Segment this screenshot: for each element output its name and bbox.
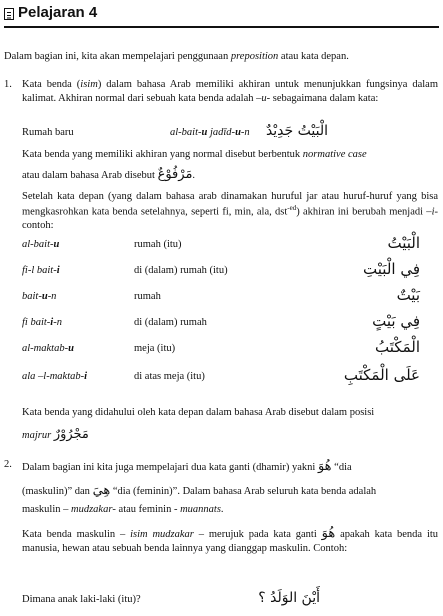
intro-paragraph: Dalam bagian ini, kita akan mempelajari penggunaan preposition atau kata depan.	[4, 51, 349, 62]
row-arabic: الْمَكْتَبُ	[375, 338, 420, 356]
section-1-para-5-term: majrur مَجْرُوْرٌ	[22, 427, 89, 442]
example-row-1	[22, 234, 438, 256]
example-label: Dimana anak laki-laki (itu)?	[22, 594, 141, 605]
row-transliteration: ala –l-maktab-i	[22, 371, 88, 382]
intro-term: preposition	[230, 51, 279, 62]
row-meaning: meja (itu)	[134, 343, 176, 354]
section-2-para-1: Dalam bagian ini kita juga mempelajari dua kata ganti (dhamir) yakni هُوَ “dia	[22, 459, 352, 474]
row-meaning: di atas meja (itu)	[134, 371, 205, 382]
row-arabic: عَلَى الْمَكْتَبِ	[343, 366, 420, 384]
section-1-para-3: atau dalam bahasa Arab disebut مَرْفُوْعٌ.	[22, 167, 196, 182]
section-2-number: 2.	[4, 459, 12, 470]
row-meaning: rumah	[134, 291, 161, 302]
section-2	[4, 455, 439, 615]
row-transliteration: al-maktab-u	[22, 343, 74, 354]
example-arabic: الْبَيْتُ جَدِيْدٌ	[265, 123, 328, 139]
section-2-para-2: (maskulin)” dan هِيَ “dia (feminin)”. Dalam bahasa Arab seluruh kata benda adalah	[22, 483, 377, 498]
section-1-para-5: Kata benda yang didahului oleh kata depan dalam bahasa Arab disebut dalam posisi	[22, 407, 375, 418]
example-arabic: أَيْنَ الوَلَدُ ؟	[258, 590, 320, 606]
row-transliteration: al-bait-u	[22, 239, 60, 250]
row-transliteration: fi-l bait-i	[22, 265, 60, 276]
title-divider	[4, 26, 439, 28]
row-transliteration: bait-u-n	[22, 291, 57, 302]
section-1	[4, 78, 439, 478]
example-row-dimana	[22, 589, 438, 611]
section-1-number: 1.	[4, 79, 12, 90]
row-arabic: فِي الْبَيْتِ	[363, 260, 420, 278]
example-row-5	[22, 338, 438, 360]
row-arabic: بَيْتٌ	[396, 286, 420, 304]
lesson-header	[4, 2, 439, 28]
section-2-para-4: Kata benda maskulin – isim mudzakar – merujuk pada kata ganti هُوَ apakah kata benda itu manusia, hewan atau sebuah benda lainnya yang dianggap maskulin. Contoh:	[22, 526, 439, 555]
example-row-4	[22, 312, 438, 334]
section-1-para-2: Kata benda yang memiliki akhiran yang normal disebut berbentuk normative case	[22, 149, 367, 160]
example-transliteration: al-bait-u jadīd-u-n	[170, 127, 250, 138]
example-label: Rumah baru	[22, 127, 74, 138]
page-title: Pelajaran 4	[18, 4, 98, 22]
row-meaning: rumah (itu)	[134, 239, 182, 250]
example-row-6	[22, 366, 438, 388]
document-icon	[4, 8, 14, 20]
row-meaning: di (dalam) rumah (itu)	[134, 265, 228, 276]
section-2-para-3: maskulin – mudzakar- atau feminin - muannats.	[22, 504, 224, 515]
row-meaning: di (dalam) rumah	[134, 317, 207, 328]
row-arabic: فِي بَيْتٍ	[372, 312, 420, 330]
row-transliteration: fi bait-i-n	[22, 317, 62, 328]
section-1-para-1: Kata benda (isim) dalam bahasa Arab memiliki akhiran untuk menunjukkan fungsinya dalam kalimat. Akhiran normal dari sebuah kata benda adalah –u- sebagaimana dalam kata:	[22, 79, 439, 104]
example-row-2	[22, 260, 438, 282]
example-row-3	[22, 286, 438, 308]
row-arabic: الْبَيْتُ	[387, 234, 420, 252]
section-1-para-4: Setelah kata depan (yang dalam bahasa arab dinamakan huruful jar atau huruf-huruf yang bisa mengkasrohkan kata benda setelahnya, seperti fi, min, ala, dst$^{-ed}$) akhiran ini berubah menjadi –i- contoh:	[22, 191, 438, 232]
example-row-rumah-baru	[22, 122, 438, 144]
